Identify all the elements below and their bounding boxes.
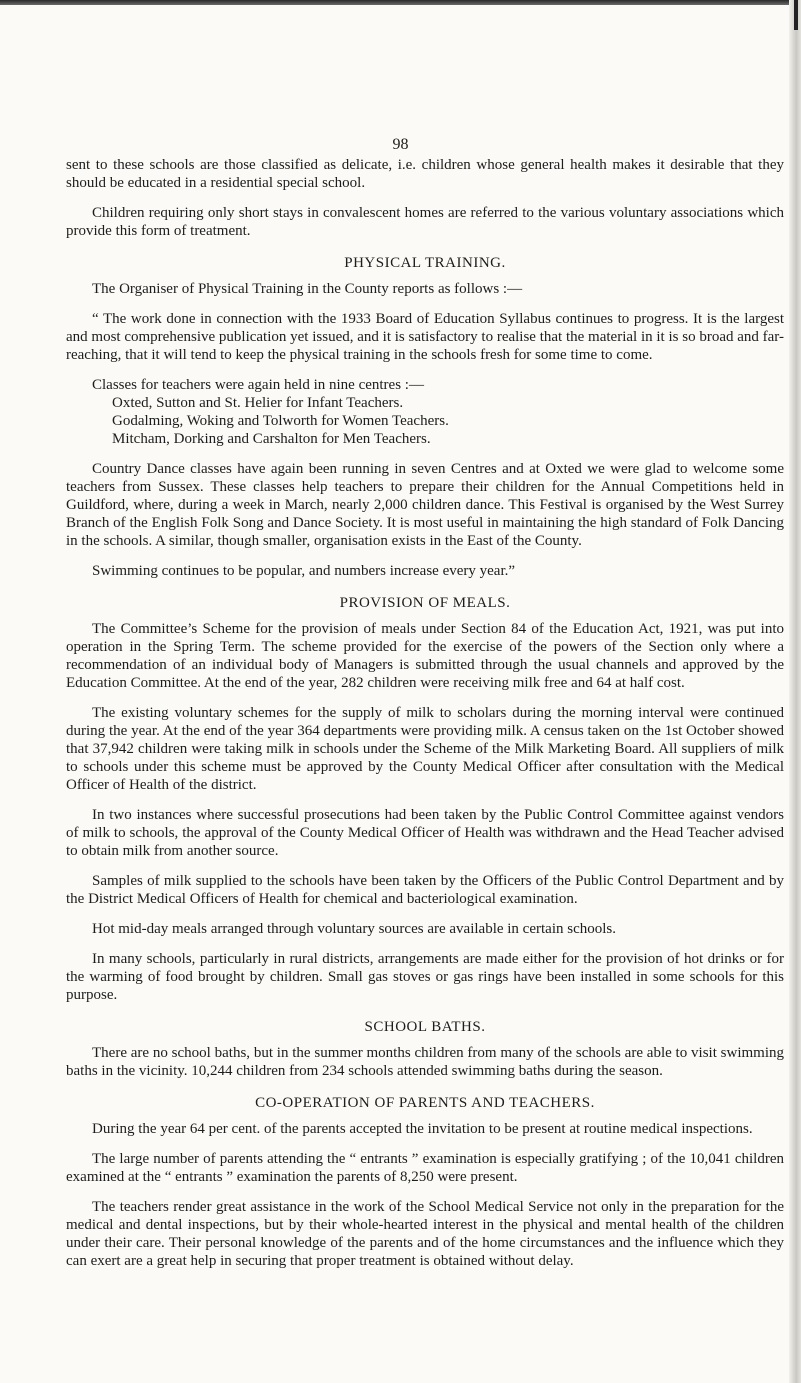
document-body: [66, 156, 784, 1282]
paragraph: Hot mid-day meals arranged through voluntary sources are available in certain schools.: [92, 921, 616, 937]
section-heading-physical-training: PHYSICAL TRAINING.: [344, 255, 506, 271]
scan-edge-mark: [794, 0, 798, 30]
paragraph: There are no school baths, but in the summer months children from many of the schools are able to visit swimming baths in the vicinity. 10,244 children from 234 schools attended swimming baths during the season.: [66, 1045, 784, 1079]
section-heading-provision-of-meals: PROVISION OF MEALS.: [339, 595, 511, 611]
list-item: Godalming, Woking and Tolworth for Women Teachers.: [112, 413, 449, 429]
section-heading-school-baths: SCHOOL BATHS.: [364, 1019, 486, 1035]
paragraph: Children requiring only short stays in convalescent homes are referred to the various voluntary associations which provide this form of treatment.: [66, 205, 784, 239]
paragraph: Classes for teachers were again held in nine centres :—: [92, 377, 424, 393]
paragraph: sent to these schools are those classified as delicate, i.e. children whose general health makes it desirable that they should be educated in a residential special school.: [66, 157, 784, 191]
paragraph: In many schools, particularly in rural districts, arrangements are made either for the provision of hot drinks or for the warming of food brought by children. Small gas stoves or gas rings have been installed in some schools for this purpose.: [66, 951, 784, 1003]
scan-right-edge: [789, 0, 801, 1383]
paragraph: Country Dance classes have again been running in seven Centres and at Oxted we were glad to welcome some teachers from Sussex. These classes help teachers to prepare their children for the Annual Competitions held in Guildford, where, during a week in March, nearly 2,000 children dance. This Festival is organised by the West Surrey Branch of the English Folk Song and Dance Society. It is most useful in maintaining the high standard of Folk Dancing in the schools. A similar, though smaller, organisation exists in the East of the County.: [66, 461, 784, 549]
list-item: Mitcham, Dorking and Carshalton for Men Teachers.: [112, 431, 431, 447]
paragraph: Samples of milk supplied to the schools have been taken by the Officers of the Public Control Department and by the District Medical Officers of Health for chemical and bacteriological examination.: [66, 873, 784, 907]
paragraph: The teachers render great assistance in the work of the School Medical Service not only in the preparation for the medical and dental inspections, but by their whole-hearted interest in the physical and mental health of the children under their care. Their personal knowledge of the parents and of the home circumstances and the influence which they can exert are a great help in securing that proper treatment is obtained without delay.: [66, 1199, 784, 1269]
page-number: 98: [392, 136, 409, 153]
paragraph: During the year 64 per cent. of the parents accepted the invitation to be present at routine medical inspections.: [92, 1121, 753, 1137]
centres-list: [66, 376, 784, 448]
paragraph: In two instances where successful prosecutions had been taken by the Public Control Committee against vendors of milk to schools, the approval of the County Medical Officer of Health was withdrawn and the Head Teacher advised to obtain milk from another source.: [66, 807, 784, 859]
list-item: Oxted, Sutton and St. Helier for Infant Teachers.: [112, 395, 404, 411]
paragraph: The large number of parents attending the “ entrants ” examination is especially gratifying ; of the 10,041 children examined at the “ entrants ” examination the parents of 8,250 were present.: [66, 1151, 784, 1185]
paragraph: Swimming continues to be popular, and numbers increase every year.”: [92, 563, 516, 579]
paragraph: The Committee’s Scheme for the provision of meals under Section 84 of the Education Act, 1921, was put into operation in the Spring Term. The scheme provided for the exercise of the powers of the Section only where a recommendation of an individual body of Managers is submitted through the usual channels and approved by the Education Committee. At the end of the year, 282 children were receiving milk free and 64 at half cost.: [66, 621, 784, 691]
scan-top-edge: [0, 0, 801, 5]
paragraph: “ The work done in connection with the 1933 Board of Education Syllabus continues to progress. It is the largest and most comprehensive publication yet issued, and it is satisfactory to realise that the material in it is so broad and far-reaching, that it will tend to keep the physical training in the schools fresh for some time to come.: [66, 311, 784, 363]
section-heading-cooperation: CO-OPERATION OF PARENTS AND TEACHERS.: [255, 1095, 595, 1111]
paragraph: The Organiser of Physical Training in the County reports as follows :—: [92, 281, 523, 297]
paragraph: The existing voluntary schemes for the supply of milk to scholars during the morning interval were continued during the year. At the end of the year 364 departments were providing milk. A census taken on the 1st October showed that 37,942 children were taking milk in schools under the Scheme of the Milk Marketing Board. All suppliers of milk to schools under this scheme must be approved by the County Medical Officer after consultation with the Medical Officer of Health of the district.: [66, 705, 784, 793]
